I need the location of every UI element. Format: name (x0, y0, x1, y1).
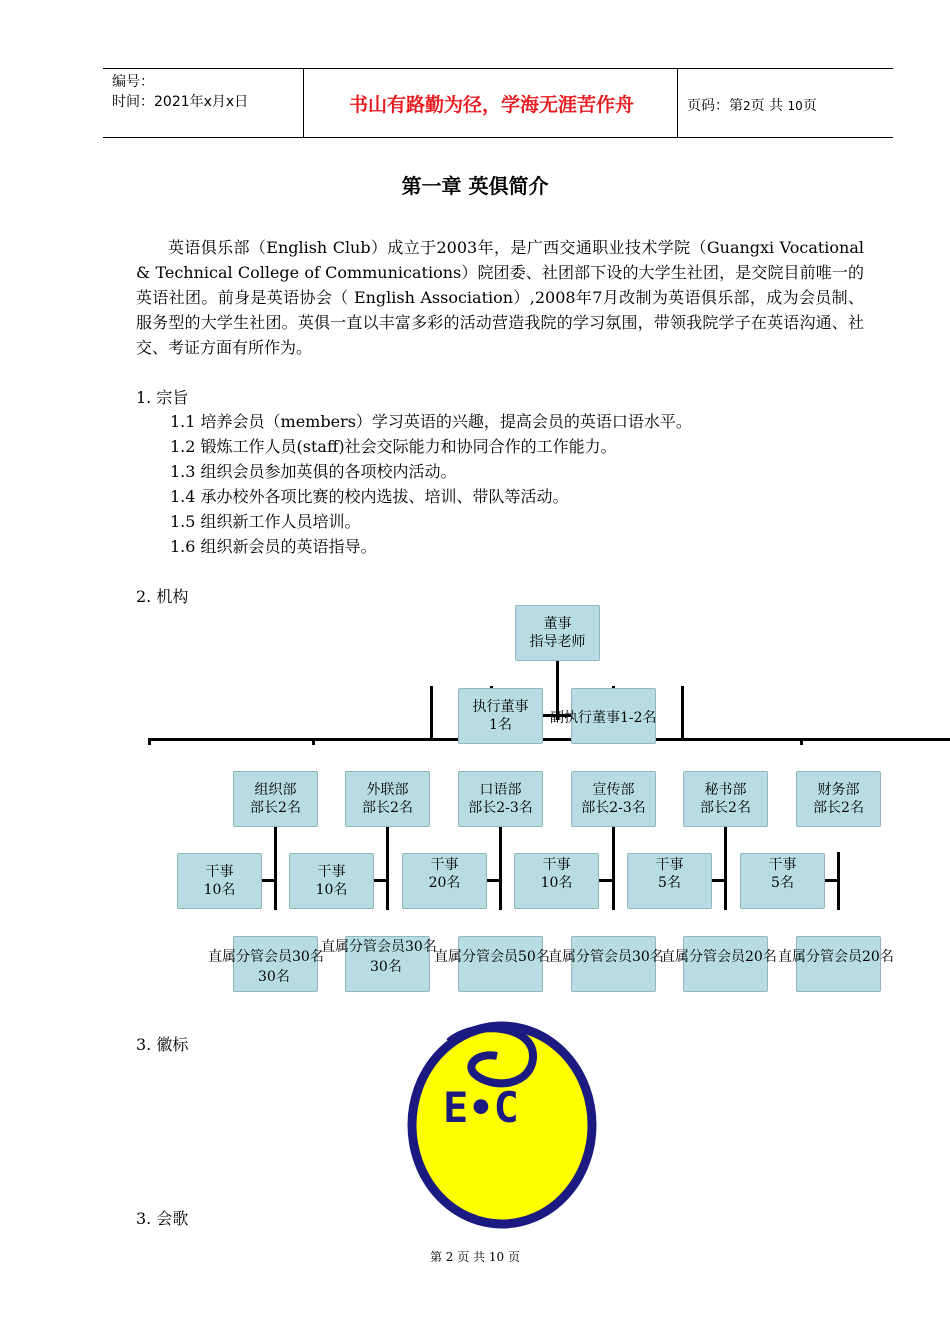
org-connector (262, 879, 276, 882)
vice-executive-label: 副执行董事1-2名 (550, 710, 657, 726)
org-connector (612, 826, 615, 910)
org-node-staff: 干事 20名 (402, 853, 487, 909)
org-connector (148, 738, 950, 741)
section-logo-heading: 3. 徽标 (136, 1035, 189, 1054)
section-anthem-heading: 3. 会歌 (136, 1209, 189, 1228)
org-node-dept: 口语部 部长2-3名 (458, 771, 543, 827)
org-connector (825, 879, 839, 882)
chapter-title: 第一章 英俱简介 (401, 174, 549, 198)
motto: 书山有路勤为径，学海无涯苦作舟 (348, 93, 634, 116)
members-label: 直属分管会员20名 (661, 949, 777, 965)
org-node-dept: 外联部 部长2名 (345, 771, 430, 827)
logo-text: E•C (443, 1083, 519, 1132)
org-connector (274, 826, 277, 910)
org-node-staff: 干事 10名 (289, 853, 374, 909)
members-count: 30名 (258, 969, 290, 985)
club-logo (405, 1018, 605, 1230)
org-node-executive: 执行董事 1名 (458, 688, 543, 744)
org-node-staff: 干事 10名 (177, 853, 262, 909)
org-connector (681, 686, 684, 740)
org-connector (312, 738, 315, 745)
org-node-dept: 组织部 部长2名 (233, 771, 318, 827)
members-label: 直属分管会员50名 (434, 949, 550, 965)
org-connector (712, 879, 726, 882)
list-item: 1.3 组织会员参加英俱的各项校内活动。 (170, 462, 457, 481)
section-org-heading: 2. 机构 (136, 587, 189, 606)
page-indicator: 页码：第2页 共 10页 (687, 98, 817, 114)
org-connector (148, 738, 151, 745)
org-node-dept: 秘书部 部长2名 (683, 771, 768, 827)
members-count: 30名 (370, 959, 402, 975)
list-item: 1.6 组织新会员的英语指导。 (170, 537, 377, 556)
org-connector (386, 826, 389, 910)
members-label: 直属分管会员20名 (778, 949, 894, 965)
list-item: 1.1 培养会员（members）学习英语的兴趣，提高会员的英语口语水平。 (170, 412, 692, 431)
number-label: 编号： (112, 74, 154, 90)
page-footer: 第 2 页 共 10 页 (429, 1250, 521, 1264)
org-node-staff: 干事 5名 (627, 853, 712, 909)
org-connector (430, 686, 433, 740)
org-node-staff: 干事 10名 (514, 853, 599, 909)
list-item: 1.2 锻炼工作人员(staff)社会交际能力和协同合作的工作能力。 (170, 437, 617, 456)
time-label: 时间：2021年x月x日 (112, 94, 249, 110)
org-connector (724, 826, 727, 910)
org-connector (499, 826, 502, 910)
org-node-staff: 干事 5名 (740, 853, 825, 909)
intro-paragraph: 英语俱乐部（English Club）成立于2003年，是广西交通职业技术学院（Guangxi Vocational & Technical College of Communications）院团委、社团部下设的大学生社团，是交院目前唯一的英语社团。前身是英语协会（ English Association）,2008年7月改制为英语俱乐部，成为会员制、服务型的大学生社团。英俱一直以丰富多彩的活动营造我院的学习氛围，带领我院学子在英语沟通、社交、考证方面有所作为。 (136, 238, 864, 357)
header-divider (303, 69, 304, 137)
list-item: 1.5 组织新工作人员培训。 (170, 512, 361, 531)
org-connector (374, 879, 388, 882)
members-label: 直属分管会员30名 (548, 949, 664, 965)
org-connector (486, 879, 500, 882)
section-purpose-heading: 1. 宗旨 (136, 388, 189, 407)
org-connector (599, 879, 613, 882)
members-label: 直属分管会员30名 (208, 949, 324, 965)
org-node-dept: 财务部 部长2名 (796, 771, 881, 827)
org-connector (800, 738, 803, 745)
list-item: 1.4 承办校外各项比赛的校内选拔、培训、带队等活动。 (170, 487, 569, 506)
org-node-director: 董事 指导老师 (515, 605, 600, 661)
members-label: 直属分管会员30名 (321, 939, 437, 955)
org-node-dept: 宣传部 部长2-3名 (571, 771, 656, 827)
header-meta (112, 72, 248, 112)
page-header (103, 68, 893, 138)
